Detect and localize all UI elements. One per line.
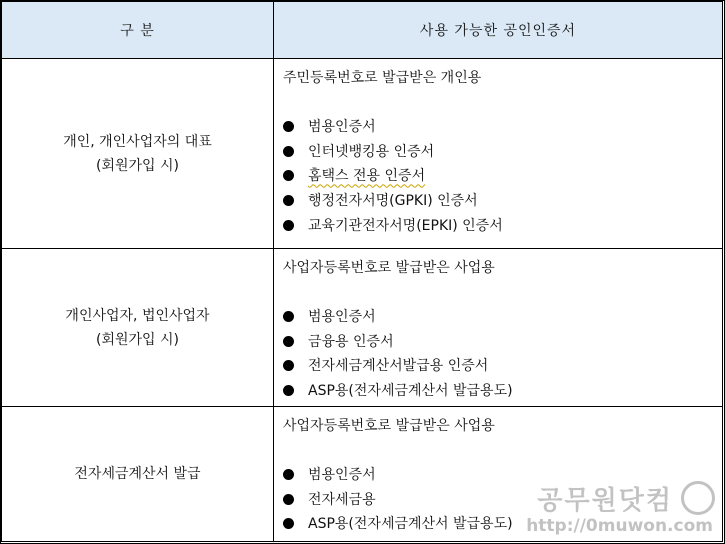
certs-intro: 사업자등록번호로 발급받은 사업용 [283,260,495,276]
header-row [2,2,723,59]
list-item: 행정전자서명(GPKI) 인증서 [283,189,722,214]
bullet-icon [283,336,294,347]
bullet-icon [283,518,294,529]
bullet-icon [283,494,294,505]
category-label: 개인, 개인사업자의 대표 [63,133,212,150]
list-item: ASP용(전자세금계산서 발급용도) [283,512,722,537]
certs-cell [274,407,723,542]
list-item: 전자세금계산서발급용 인증서 [283,354,722,379]
certs-cell [274,59,723,249]
list-item: ASP용(전자세금계산서 발급용도) [283,379,722,404]
table-row [2,59,723,249]
bullet-icon [283,195,294,206]
bullet-icon [283,469,294,480]
list-item: 범용인증서 [283,115,722,140]
cert-list [283,115,722,238]
table-row [2,407,723,542]
bullet-icon [283,360,294,371]
bullet-icon [283,170,294,181]
category-cell [2,249,274,407]
list-item: 금융용 인증서 [283,330,722,355]
list-item: 교육기관전자서명(EPKI) 인증서 [283,214,722,239]
header-category: 구 분 [2,2,274,59]
cert-list [283,305,722,404]
list-item: 범용인증서 [283,463,722,488]
bullet-icon [283,121,294,132]
certs-intro: 주민등록번호로 발급받은 개인용 [283,70,482,86]
bullet-icon [283,385,294,396]
bullet-icon [283,146,294,157]
header-certs: 사용 가능한 공인인증서 [274,2,723,59]
table-row [2,249,723,407]
watermark-text: 공무원닷컴 [537,486,673,516]
certs-intro: 사업자등록번호로 발급받은 사업용 [283,418,495,434]
bullet-icon [283,311,294,322]
category-label: 전자세금계산서 발급 [74,466,201,482]
cert-list [283,463,722,537]
watermark-url: http://0muwon.com [526,516,713,536]
category-cell [2,407,274,542]
category-label: 개인사업자, 법인사업자 [65,307,210,324]
category-cell [2,59,274,249]
category-note: (회원가입 시) [96,331,179,348]
list-item: 범용인증서 [283,305,722,330]
list-item: 홈택스 전용 인증서 [283,164,722,189]
bullet-icon [283,220,294,231]
certs-cell [274,249,723,407]
list-item: 전자세금용 [283,488,722,513]
list-item: 인터넷뱅킹용 인증서 [283,140,722,165]
certificate-table [1,1,723,542]
category-note: (회원가입 시) [96,157,179,174]
